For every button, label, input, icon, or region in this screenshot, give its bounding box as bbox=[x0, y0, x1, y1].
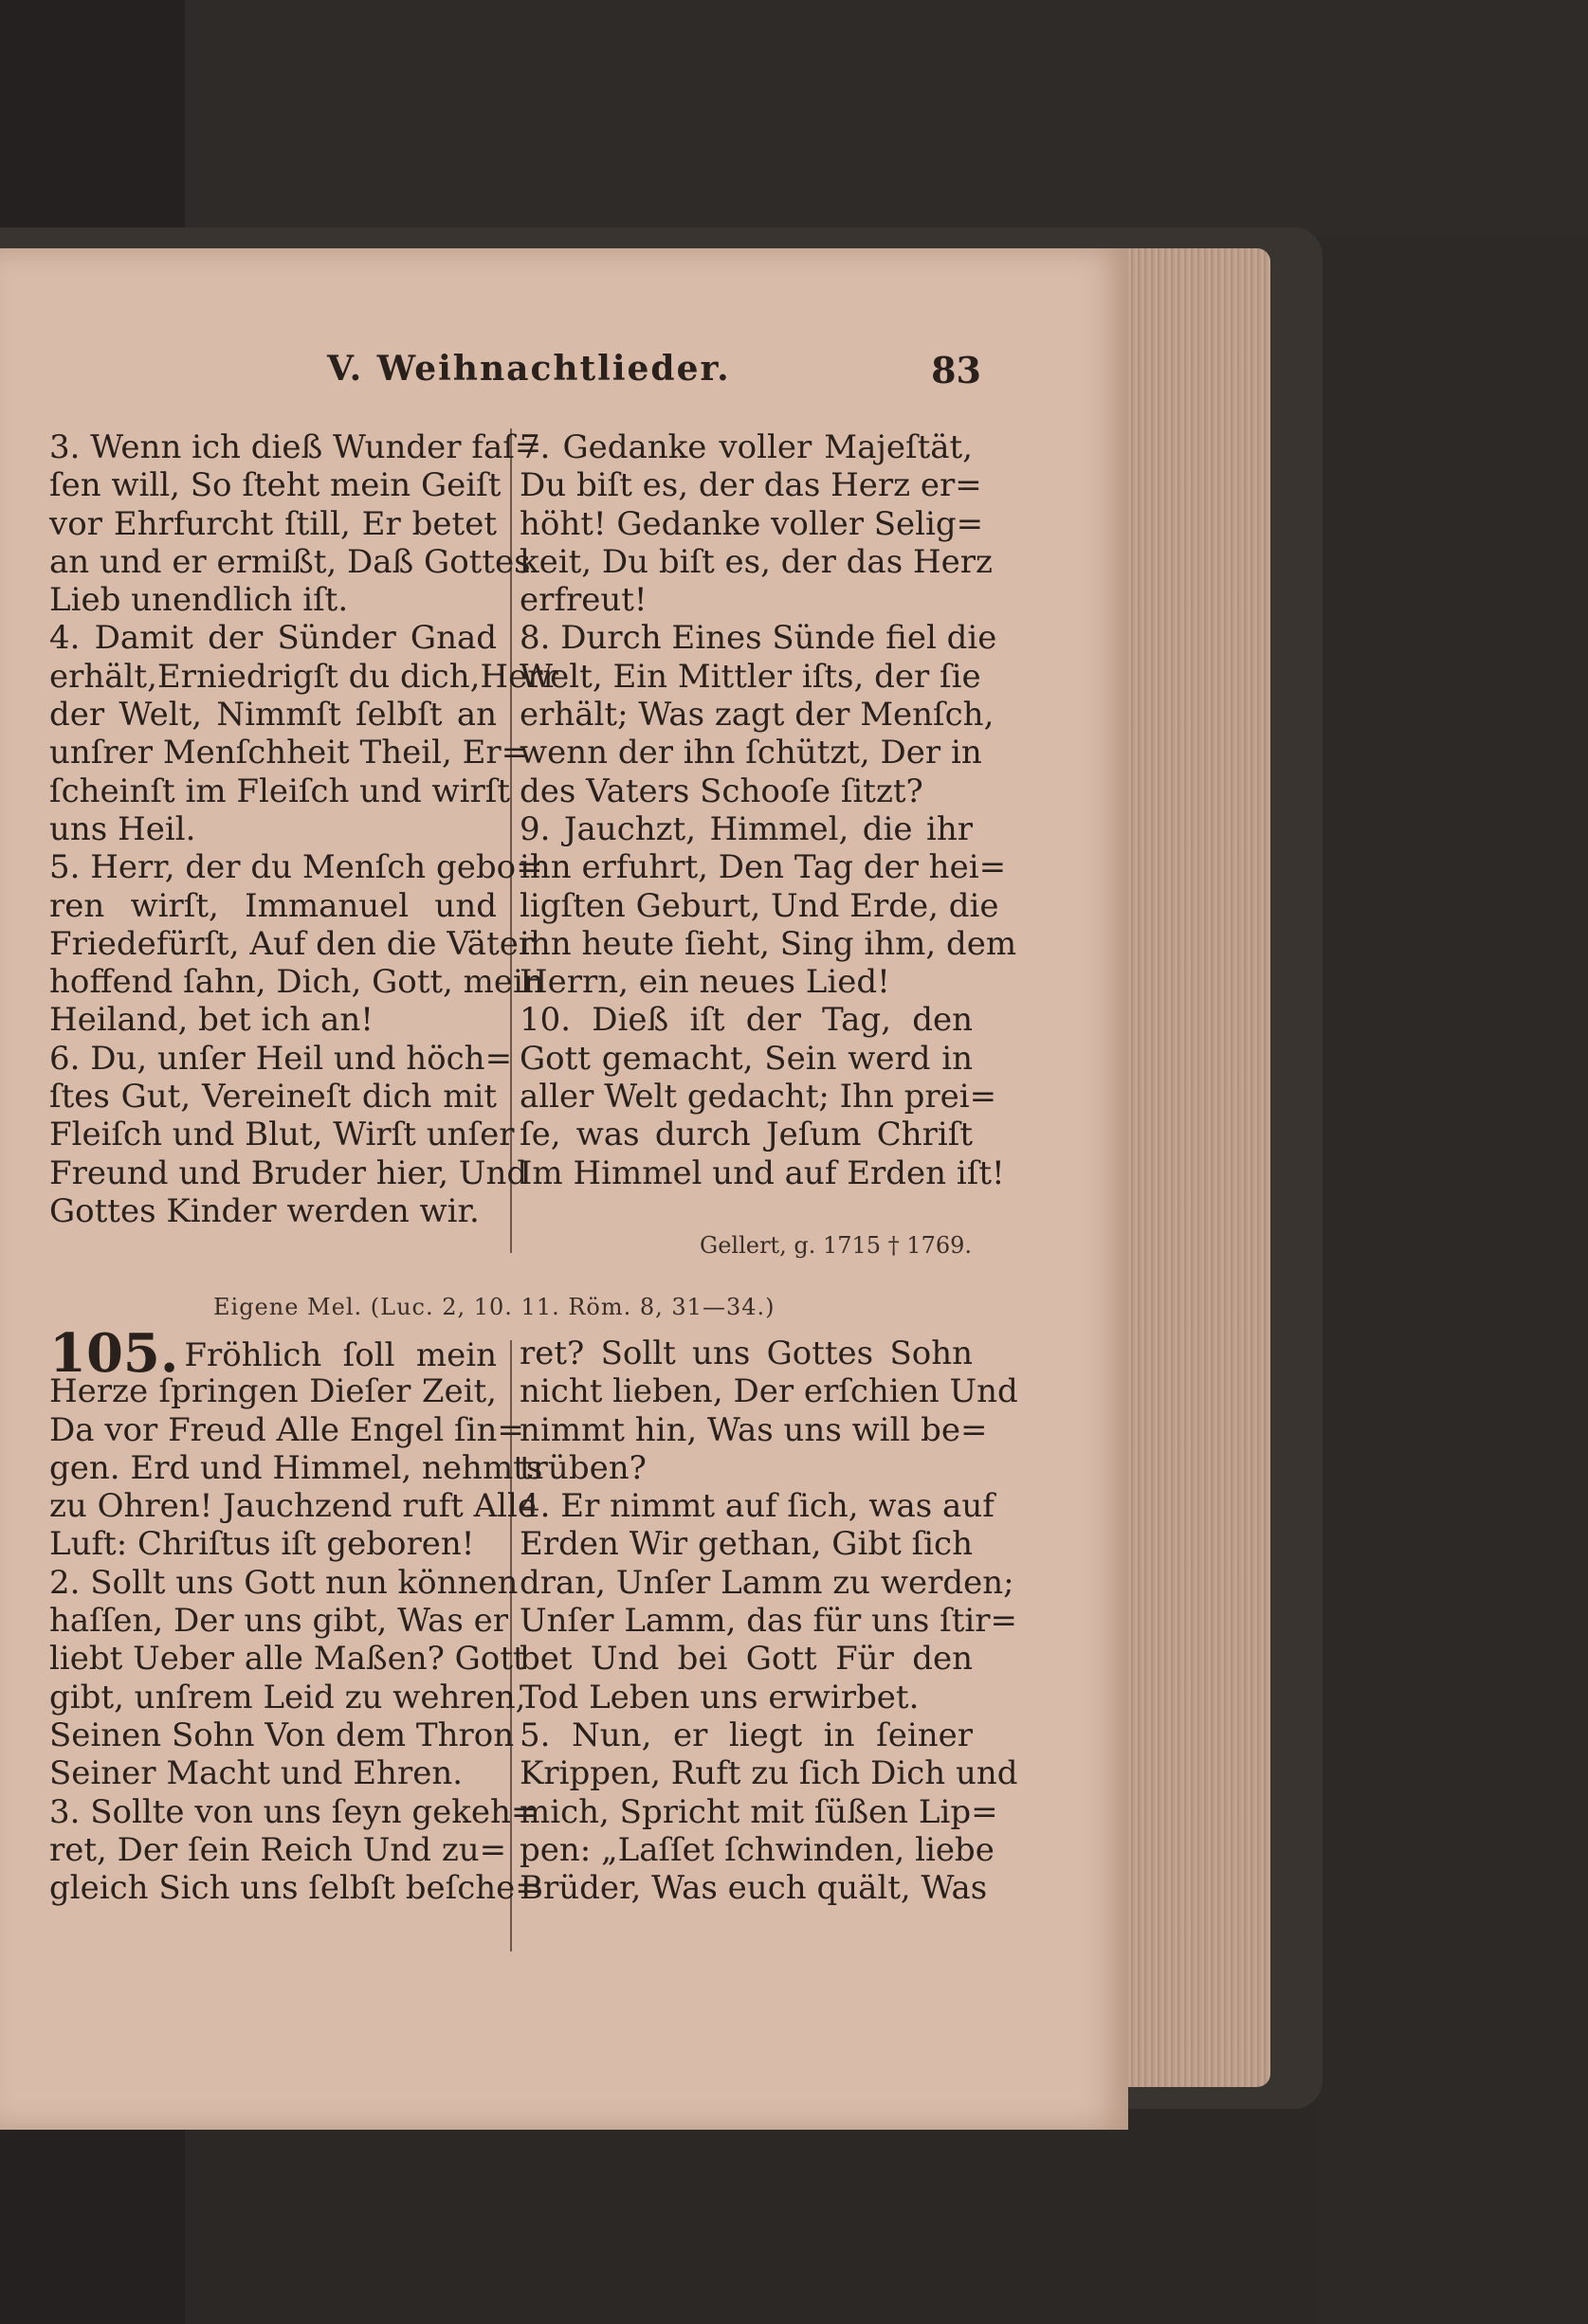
text-line: haſſen, Der uns gibt, Was er bbox=[49, 1602, 509, 1641]
text-line: Heiland, bet ich an! bbox=[49, 1001, 374, 1040]
text-line: 3. Wenn ich dieß Wunder faſ= bbox=[49, 428, 542, 466]
hymn-104-right-column bbox=[520, 428, 1017, 1192]
text-line: Da vor Freud Alle Engel ſin= bbox=[49, 1410, 524, 1449]
text-line: ſe, was durch Jeſum Chriſt bbox=[520, 1116, 973, 1154]
text-line: ihn heute ſieht, Sing ihm, dem bbox=[520, 924, 1017, 963]
text-line: Herze ſpringen Dieſer Zeit, bbox=[49, 1372, 497, 1411]
text-line: gibt, unſrem Leid zu wehren, bbox=[49, 1678, 526, 1716]
text-line: Erden Wir gethan, Gibt ſich bbox=[520, 1525, 973, 1564]
text-line: uns Heil. bbox=[49, 809, 196, 848]
text-line: Seinen Sohn Von dem Thron bbox=[49, 1716, 515, 1754]
text-line: 9. Jauchzt, Himmel, die ihr bbox=[520, 809, 973, 848]
text-line: erhält; Was zagt der Menſch, bbox=[520, 696, 995, 735]
text-line: 4. Er nimmt auf ſich, was auf bbox=[520, 1487, 995, 1526]
text-line: 6. Du, unſer Heil und höch= bbox=[49, 1039, 513, 1078]
text-line: Freund und Bruder hier, Und bbox=[49, 1153, 528, 1192]
page-header bbox=[327, 349, 981, 394]
hymn-104-left-column bbox=[49, 428, 558, 1230]
text-line: wenn der ihn ſchützt, Der in bbox=[520, 734, 982, 772]
text-line: nimmt hin, Was uns will be= bbox=[520, 1410, 988, 1449]
hymn-105-left-column bbox=[49, 1322, 543, 1908]
text-line: an und er ermißt, Daß Gottes bbox=[49, 542, 531, 581]
text-line: 5. Herr, der du Menſch gebo= bbox=[49, 848, 543, 887]
text-line: vor Ehrfurcht ſtill, Er betet bbox=[49, 504, 497, 543]
text-line: Seiner Macht und Ehren. bbox=[49, 1754, 464, 1793]
hymn-105-right-column bbox=[520, 1334, 1018, 1908]
text-line: 10. Dieß iſt der Tag, den bbox=[520, 1001, 973, 1040]
page-edges bbox=[1114, 248, 1270, 2087]
text-line: 2. Sollt uns Gott nun können bbox=[49, 1563, 519, 1602]
text-line: hoffend ſahn, Dich, Gott, mein bbox=[49, 963, 544, 1002]
text-line: unſrer Menſchheit Theil, Er= bbox=[49, 734, 529, 772]
text-line: zu Ohren! Jauchzend ruft Alle bbox=[49, 1487, 538, 1526]
text-line: liebt Ueber alle Maßen? Gott bbox=[49, 1640, 526, 1679]
text-line: Gottes Kinder werden wir. bbox=[49, 1191, 480, 1230]
section-title: V. Weihnachtlieder. bbox=[327, 349, 731, 389]
text-line: dran, Unſer Lamm zu werden; bbox=[520, 1563, 1014, 1602]
text-line: aller Welt gedacht; Ihn prei= bbox=[520, 1078, 997, 1117]
text-line: bet Und bei Gott Für den bbox=[520, 1640, 973, 1679]
text-line: trüben? bbox=[520, 1448, 647, 1487]
text-line: Fleiſch und Blut, Wirſt unſer bbox=[49, 1116, 515, 1154]
text-line: gleich Sich uns ſelbſt beſche= bbox=[49, 1869, 542, 1908]
text-line: ſtes Gut, Vereineſt dich mit bbox=[49, 1078, 497, 1117]
text-line: mich, Spricht mit ſüßen Lip= bbox=[520, 1792, 998, 1831]
text-line: Luft: Chriſtus iſt geboren! bbox=[49, 1525, 475, 1564]
text-line: pen: „Laſſet ſchwinden, liebe bbox=[520, 1830, 995, 1869]
text-line: 3. Sollte von uns ſeyn gekeh= bbox=[49, 1792, 538, 1831]
background-top bbox=[185, 0, 1588, 237]
text-line: Gott gemacht, Sein werd in bbox=[520, 1039, 973, 1078]
text-line: 8. Durch Eines Sünde fiel die bbox=[520, 619, 997, 658]
text-line: ſcheinſt im Fleiſch und wirſt bbox=[49, 772, 511, 810]
hymn-105-first-line bbox=[49, 1322, 497, 1385]
text-line: der Welt, Nimmſt ſelbſt an bbox=[49, 696, 497, 735]
melody-reference: Eigene Mel. (Luc. 2, 10. 11. Röm. 8, 31—34.) bbox=[213, 1294, 776, 1320]
text-line: ren wirſt, Immanuel und bbox=[49, 886, 497, 925]
text-line: keit, Du biſt es, der das Herz bbox=[520, 542, 993, 581]
text-line: 4. Damit der Sünder Gnad bbox=[49, 619, 497, 658]
page-number: 83 bbox=[931, 349, 981, 391]
hymn-105-opening-text: Fröhlich ſoll mein bbox=[184, 1336, 497, 1374]
text-line: Welt, Ein Mittler iſts, der ſie bbox=[520, 657, 981, 696]
text-line: gen. Erd und Himmel, nehmts bbox=[49, 1448, 543, 1487]
text-line: nicht lieben, Der erſchien Und bbox=[520, 1372, 1018, 1411]
text-line: Friedefürſt, Auf den die Väter bbox=[49, 924, 535, 963]
text-line: erfreut! bbox=[520, 581, 648, 620]
text-line: Herrn, ein neues Lied! bbox=[520, 963, 890, 1002]
text-line: ret, Der ſein Reich Und zu= bbox=[49, 1830, 507, 1869]
text-line: ligſten Geburt, Und Erde, die bbox=[520, 886, 999, 925]
hymn-number: 105. bbox=[49, 1322, 179, 1385]
text-line: höht! Gedanke voller Selig= bbox=[520, 504, 984, 543]
text-line: des Vaters Schooſe ſitzt? bbox=[520, 772, 923, 810]
background-right bbox=[1318, 237, 1588, 2324]
text-line: Im Himmel und auf Erden iſt! bbox=[520, 1153, 1005, 1192]
text-line: Du biſt es, der das Herz er= bbox=[520, 466, 982, 505]
text-line: 7. Gedanke voller Majeſtät, bbox=[520, 428, 973, 466]
text-line: Krippen, Ruft zu ſich Dich und bbox=[520, 1754, 1018, 1793]
text-line: ihn erfuhrt, Den Tag der hei= bbox=[520, 848, 1007, 887]
text-line: ret? Sollt uns Gottes Sohn bbox=[520, 1334, 973, 1372]
text-line: ſen will, So ſteht mein Geiſt bbox=[49, 466, 502, 505]
text-line: erhält,Erniedrigſt du dich,Herr bbox=[49, 657, 558, 696]
text-line: Lieb unendlich iſt. bbox=[49, 581, 349, 620]
text-line: Tod Leben uns erwirbet. bbox=[520, 1678, 920, 1716]
author-credit: Gellert, g. 1715 † 1769. bbox=[700, 1232, 972, 1259]
text-line: Unſer Lamm, das für uns ſtir= bbox=[520, 1602, 1018, 1641]
text-line: 5. Nun, er liegt in ſeiner bbox=[520, 1716, 973, 1754]
text-line: Brüder, Was euch quält, Was bbox=[520, 1869, 988, 1908]
